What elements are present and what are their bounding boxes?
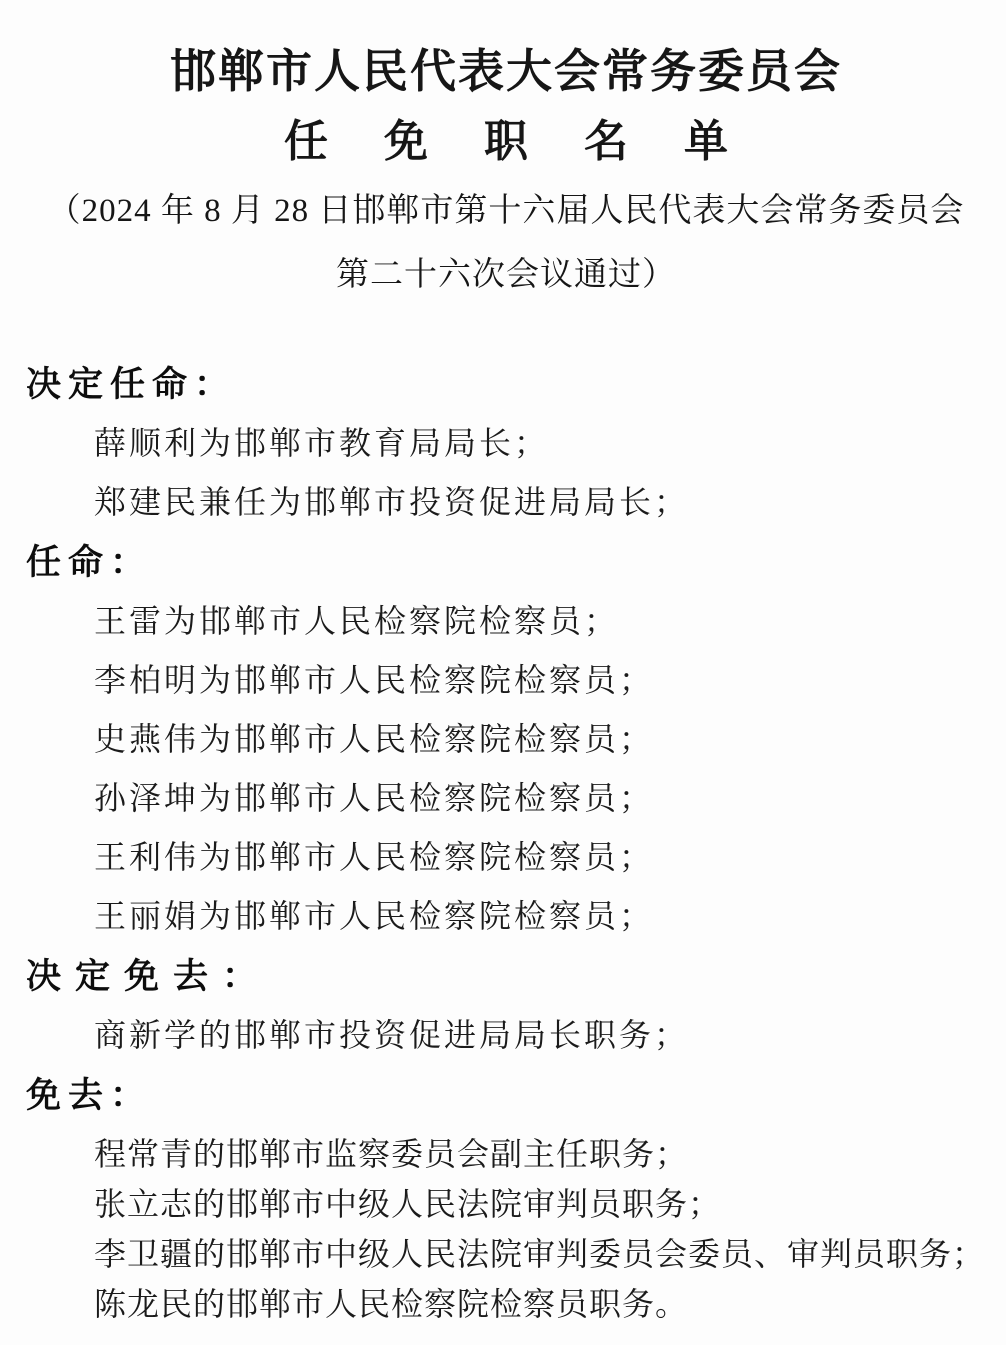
meeting-meta-line-1: （2024 年 8 月 28 日邯郸市第十六届人民代表大会常务委员会 xyxy=(47,193,965,230)
appointment-sections xyxy=(26,365,986,1322)
section-header-decide-remove: 决定免去： xyxy=(26,957,272,997)
list-item: 程常青的邯郸市监察委员会副主任职务； xyxy=(94,1136,689,1173)
document-subtitle: 任免职名单 xyxy=(284,116,784,166)
list-item: 李柏明为邯郸市人民检察院检察员； xyxy=(94,662,655,699)
list-item: 史燕伟为邯郸市人民检察院检察员； xyxy=(94,721,655,758)
list-item: 陈龙民的邯郸市人民检察院检察员职务。 xyxy=(94,1286,689,1323)
section-header-appoint: 任命： xyxy=(26,543,153,583)
list-item: 商新学的邯郸市投资促进局局长职务； xyxy=(94,1017,690,1054)
meeting-meta-line-2: 第二十六次会议通过） xyxy=(336,257,676,294)
list-item: 王丽娟为邯郸市人民检察院检察员； xyxy=(94,898,655,935)
section-header-remove: 免去： xyxy=(26,1076,153,1116)
list-item: 李卫疆的邯郸市中级人民法院审判委员会委员、审判员职务； xyxy=(94,1236,986,1273)
document-title: 邯郸市人民代表大会常务委员会 xyxy=(170,46,842,97)
section-header-decide-appoint: 决定任命： xyxy=(26,365,237,405)
section-decide-remove xyxy=(26,957,986,1053)
section-appoint xyxy=(26,543,986,934)
section-decide-appoint xyxy=(26,365,986,520)
list-item: 张立志的邯郸市中级人民法院审判员职务； xyxy=(94,1186,722,1223)
list-item: 郑建民兼任为邯郸市投资促进局局长； xyxy=(94,484,690,521)
list-item: 王利伟为邯郸市人民检察院检察员； xyxy=(94,839,655,876)
list-item: 王雷为邯郸市人民检察院检察员； xyxy=(94,603,620,640)
list-item: 孙泽坤为邯郸市人民检察院检察员； xyxy=(94,780,655,817)
section-remove xyxy=(26,1076,986,1322)
list-item: 薛顺利为邯郸市教育局局长； xyxy=(94,425,550,462)
